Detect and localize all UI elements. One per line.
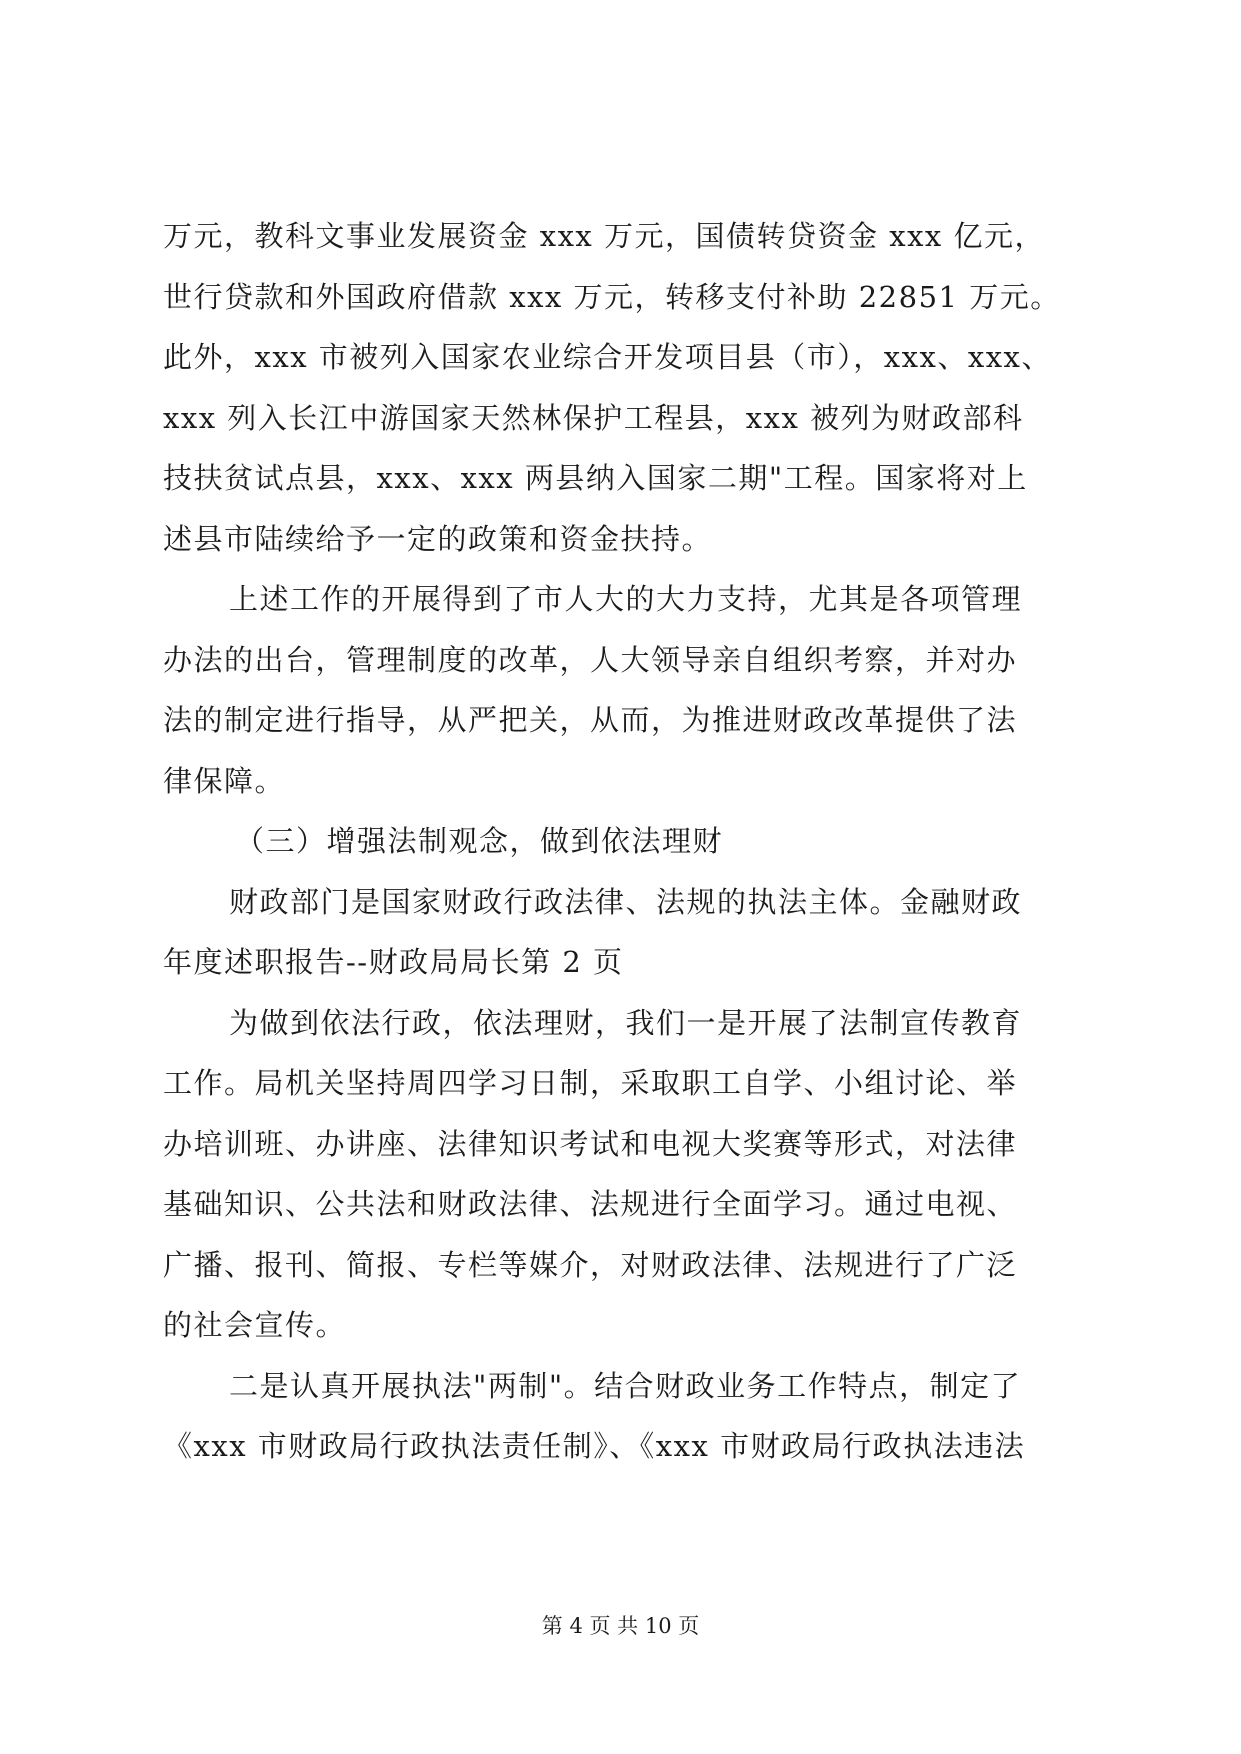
section-heading: （三）增强法制观念，做到依法理财 [235, 824, 724, 858]
body-line-2: 世行贷款和外国政府借款 xxx 万元，转移支付补助 22851 万元。 [163, 279, 1061, 314]
body-line-15: 工作。局机关坚持周四学习日制，采取职工自学、小组讨论、举 [163, 1066, 1018, 1100]
body-line-6: 述县市陆续给予一定的政策和资金扶持。 [163, 521, 713, 556]
body-line-17: 基础知识、公共法和财政法律、法规进行全面学习。通过电视、 [163, 1187, 1018, 1221]
body-line-12: 财政部门是国家财政行政法律、法规的执法主体。金融财政 [229, 884, 1023, 919]
body-line-19: 的社会宣传。 [163, 1308, 347, 1342]
body-line-4: xxx 列入长江中游国家天然林保护工程县，xxx 被列为财政部科 [163, 400, 1024, 435]
body-line-8: 办法的出台，管理制度的改革，人大领导亲自组织考察，并对办 [163, 642, 1018, 677]
body-line-1: 万元，教科文事业发展资金 xxx 万元，国债转贷资金 xxx 亿元， [163, 219, 1046, 253]
body-line-7: 上述工作的开展得到了市人大的大力支持，尤其是各项管理 [229, 582, 1023, 616]
body-line-5: 技扶贫试点县，xxx、xxx 两县纳入国家二期"工程。国家将对上 [163, 461, 1028, 495]
page-footer: 第 4 页 共 10 页 [541, 1614, 700, 1638]
body-line-13: 年度述职报告--财政局局长第 2 页 [163, 945, 624, 979]
body-line-9: 法的制定进行指导，从严把关，从而，为推进财政改革提供了法 [163, 703, 1018, 737]
body-line-14: 为做到依法行政，依法理财，我们一是开展了法制宣传教育 [229, 1005, 1023, 1040]
body-line-16: 办培训班、办讲座、法律知识考试和电视大奖赛等形式，对法律 [163, 1126, 1018, 1161]
document-body [163, 206, 1081, 1477]
body-line-20: 二是认真开展执法"两制"。结合财政业务工作特点，制定了 [229, 1368, 1022, 1403]
body-line-21: 《xxx 市财政局行政执法责任制》、《xxx 市财政局行政执法违法 [163, 1429, 1026, 1463]
body-line-10: 律保障。 [163, 763, 286, 798]
body-line-18: 广播、报刊、简报、专栏等媒介，对财政法律、法规进行了广泛 [163, 1247, 1018, 1282]
body-line-3: 此外，xxx 市被列入国家农业综合开发项目县（市），xxx、xxx、 [163, 340, 1052, 374]
